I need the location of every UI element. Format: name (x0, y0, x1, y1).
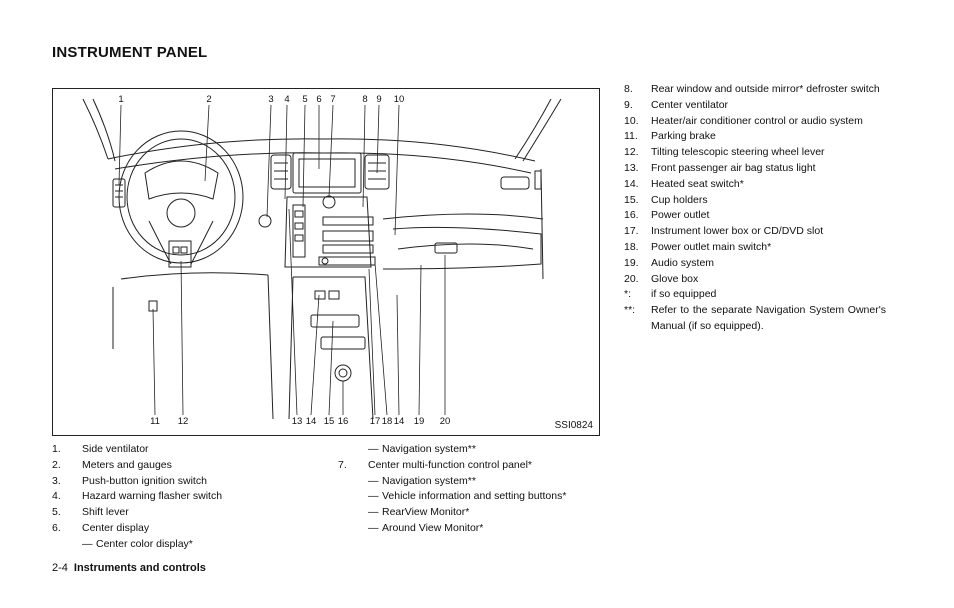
callout-16: 16 (337, 416, 349, 427)
callout-5: 5 (302, 94, 308, 105)
list-item: **: Refer to the separate Navigation System Owner's Manual (if so equipped). (624, 304, 886, 332)
list-item: 12. Tilting telescopic steering wheel lever (624, 146, 825, 159)
callout-20: 20 (439, 416, 451, 427)
list-subitem: — Navigation system** (368, 474, 476, 487)
figure-code: SSI0824 (554, 420, 593, 431)
callout-19: 19 (413, 416, 425, 427)
list-item: 4. Hazard warning flasher switch (52, 490, 223, 503)
callout-10: 10 (393, 94, 405, 105)
list-item: 8. Rear window and outside mirror* defroster switch (624, 83, 880, 95)
callout-14a: 14 (305, 416, 317, 427)
callout-15: 15 (323, 416, 335, 427)
list-subitem: — RearView Monitor* (368, 506, 470, 519)
list-item: 11. Parking brake (624, 130, 716, 143)
callout-18: 18 (381, 416, 393, 427)
callout-12: 12 (177, 416, 189, 427)
callout-8: 8 (362, 94, 368, 105)
callout-14b: 14 (393, 416, 405, 427)
page-number: 2-4 (52, 562, 68, 574)
list-subitem: — Around View Monitor* (368, 521, 484, 534)
section-name: Instruments and controls (73, 562, 206, 574)
callout-11: 11 (150, 416, 160, 427)
list-item: 9. Center ventilator (624, 98, 729, 111)
list-item: 17. Instrument lower box or CD/DVD slot (624, 225, 824, 238)
list-item: 20. Glove box (624, 272, 699, 285)
instrument-panel-figure (52, 88, 600, 436)
list-item: 19. Audio system (624, 256, 715, 269)
legend-list-middle (338, 442, 600, 537)
list-item: 10. Heater/air conditioner control or audio system (624, 114, 863, 127)
list-item: 3. Push-button ignition switch (52, 474, 207, 487)
callout-1: 1 (118, 94, 124, 105)
callout-4: 4 (284, 94, 290, 105)
list-item: 18. Power outlet main switch* (624, 240, 772, 253)
callout-6: 6 (316, 94, 322, 105)
callout-17: 17 (369, 416, 381, 427)
list-item: *: if so equipped (624, 288, 717, 301)
legend-list-left (52, 442, 322, 553)
page-title: INSTRUMENT PANEL (52, 44, 208, 61)
callout-leaders (53, 89, 600, 436)
list-item: 13. Front passenger air bag status light (624, 161, 816, 174)
legend-list-right (624, 82, 886, 335)
list-item: 2. Meters and gauges (52, 458, 172, 471)
list-subitem: — Center color display* (82, 537, 193, 550)
list-item: 16. Power outlet (624, 209, 710, 222)
list-item: 15. Cup holders (624, 193, 708, 206)
callout-13: 13 (291, 416, 303, 427)
list-item: 7. Center multi-function control panel* (338, 458, 533, 471)
list-item: 6. Center display (52, 521, 150, 534)
list-item: 14. Heated seat switch* (624, 177, 744, 190)
callout-9: 9 (376, 94, 382, 105)
callout-2: 2 (206, 94, 212, 105)
list-subitem: — Vehicle information and setting buttons* (368, 490, 567, 503)
list-subitem: — Navigation system** (368, 443, 476, 455)
list-item: 1. Side ventilator (52, 443, 149, 455)
page-footer (52, 562, 206, 574)
callout-7: 7 (330, 94, 336, 105)
list-item: 5. Shift lever (52, 506, 129, 519)
callout-3: 3 (268, 94, 274, 105)
